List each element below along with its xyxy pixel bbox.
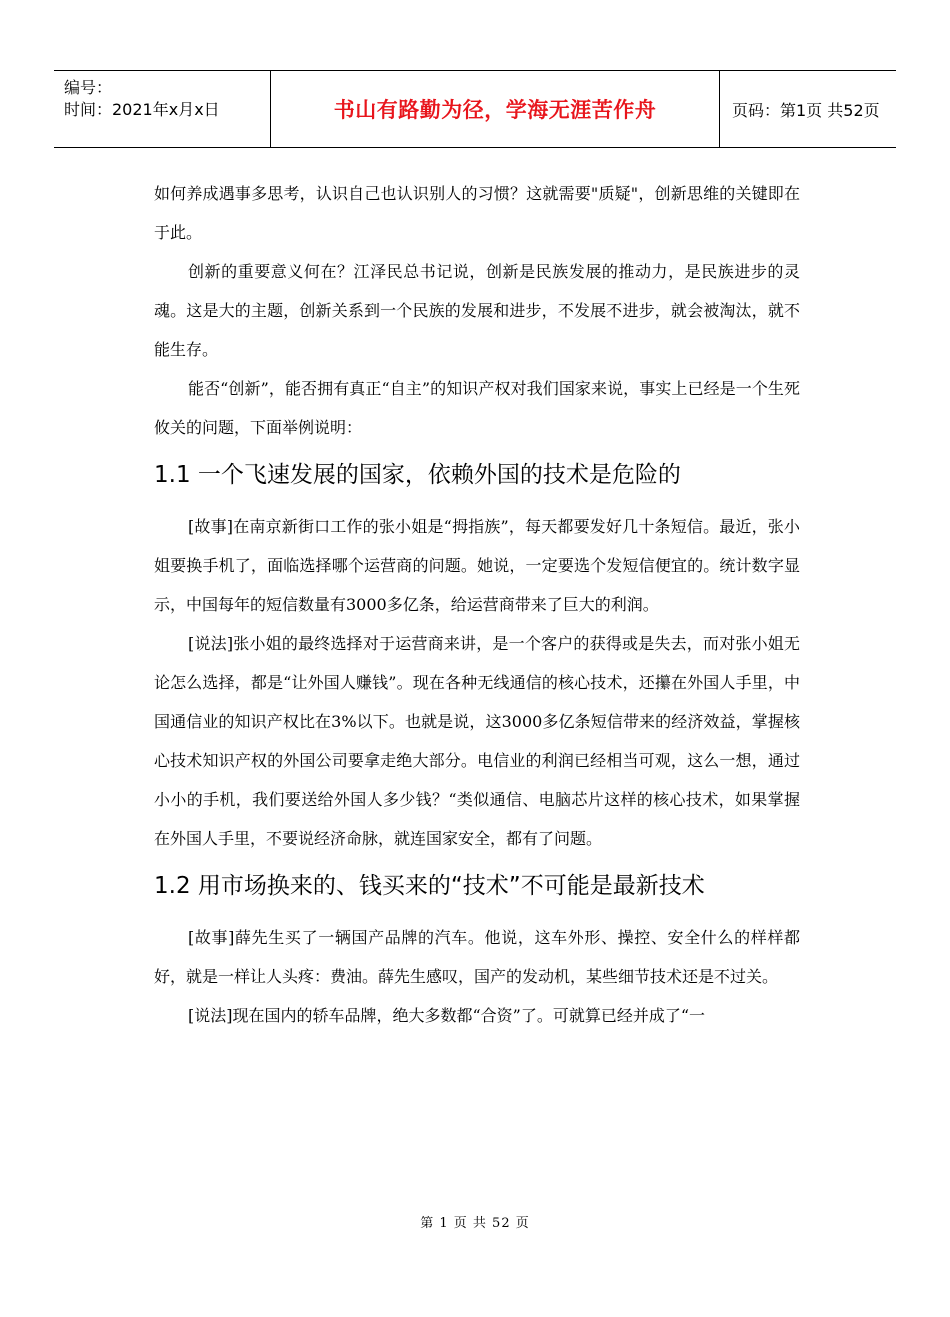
header-motto: 书山有路勤为径，学海无涯苦作舟 <box>270 71 720 147</box>
header-page-info: 页码：第1页 共52页 <box>732 100 880 120</box>
paragraph: [说法]现在国内的轿车品牌，绝大多数都“合资”了。可就算已经并成了“一 <box>188 1006 706 1025</box>
document-body <box>154 174 800 1035</box>
header-left-cell <box>54 71 270 147</box>
paragraph: 创新的重要意义何在？江泽民总书记说，创新是民族发展的推动力，是民族进步的灵魂。这是大的主题，创新关系到一个民族的发展和进步，不发展不进步，就会被淘汰，就不能生存。 <box>154 262 800 359</box>
document-time-label: 时间：2021年x月x日 <box>64 100 220 119</box>
paragraph: [故事]薛先生买了一辆国产品牌的汽车。他说，这车外形、操控、安全什么的样样都好，就是一样让人头疼：费油。薛先生感叹，国产的发动机，某些细节技术还是不过关。 <box>154 928 800 986</box>
paragraph: 如何养成遇事多思考，认识自己也认识别人的习惯？这就需要"质疑"，创新思维的关键即在于此。 <box>154 184 800 242</box>
document-header <box>54 70 896 148</box>
document-number-label: 编号： <box>64 78 113 97</box>
page-footer: 第 1 页 共 52 页 <box>420 1216 530 1231</box>
section-heading: 1.2 用市场换来的、钱买来的“技术”不可能是最新技术 <box>154 873 705 899</box>
paragraph: [故事]在南京新街口工作的张小姐是“拇指族”，每天都要发好几十条短信。最近，张小姐要换手机了，面临选择哪个运营商的问题。她说，一定要选个发短信便宜的。统计数字显示，中国每年的短信数量有3000多亿条，给运营商带来了巨大的利润。 <box>154 517 800 614</box>
paragraph: [说法]张小姐的最终选择对于运营商来讲，是一个客户的获得或是失去，而对张小姐无论怎么选择，都是“让外国人赚钱”。现在各种无线通信的核心技术，还攥在外国人手里，中国通信业的知识产权比在3%以下。也就是说，这3000多亿条短信带来的经济效益，掌握核心技术知识产权的外国公司要拿走绝大部分。电信业的利润已经相当可观，这么一想，通过小小的手机，我们要送给外国人多少钱？“类似通信、电脑芯片这样的核心技术，如果掌握在外国人手里，不要说经济命脉，就连国家安全，都有了问题。 <box>154 634 800 848</box>
paragraph: 能否“创新”，能否拥有真正“自主”的知识产权对我们国家来说，事实上已经是一个生死攸关的问题，下面举例说明： <box>154 379 800 437</box>
section-heading: 1.1 一个飞速发展的国家，依赖外国的技术是危险的 <box>154 462 681 488</box>
